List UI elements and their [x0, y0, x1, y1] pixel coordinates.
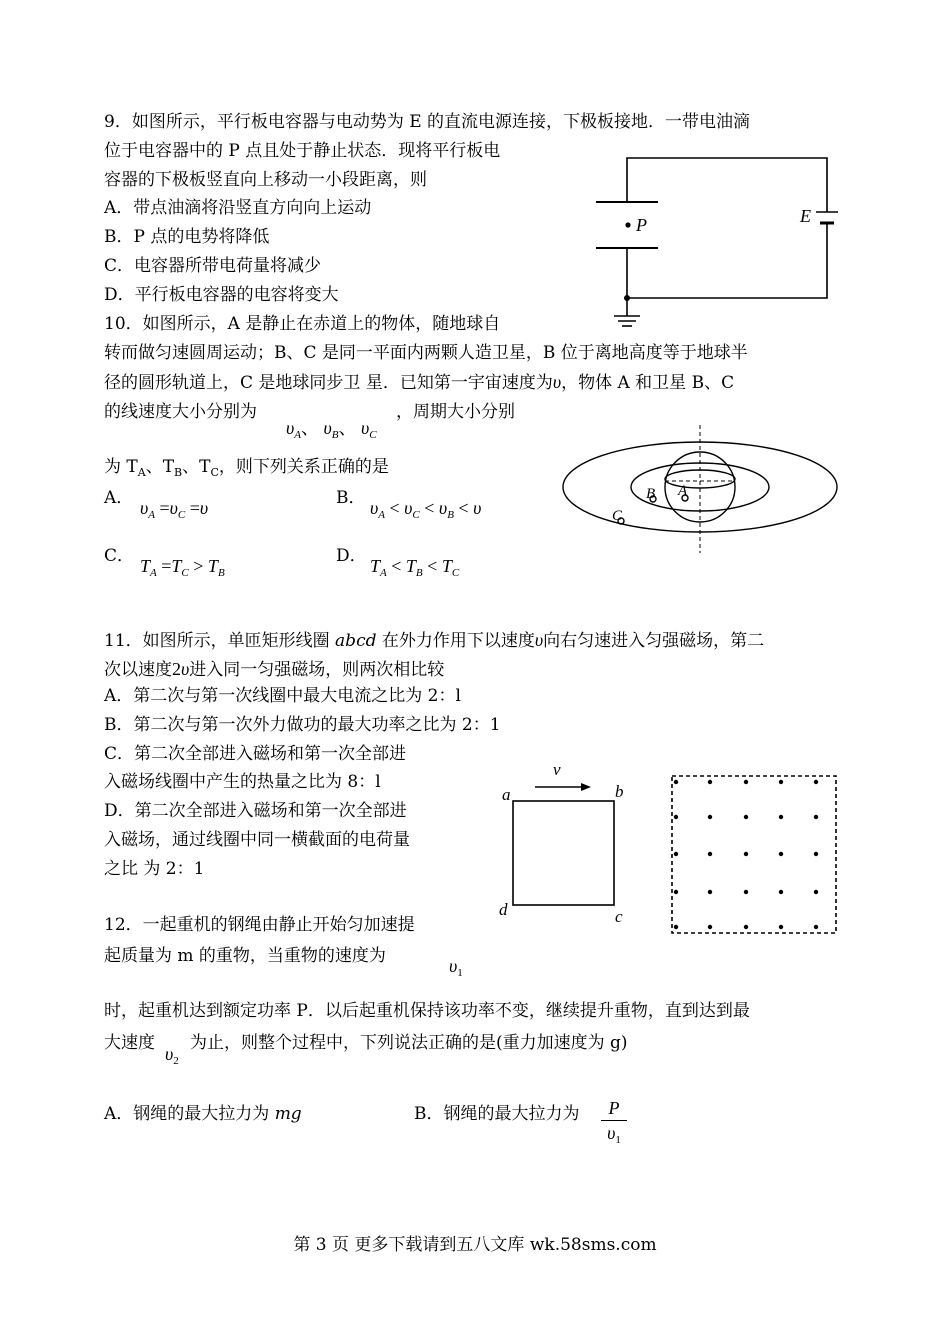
- q10-option-c-label: C．: [104, 546, 135, 566]
- label-d-corner: d: [499, 900, 508, 919]
- label-a: A: [678, 483, 688, 499]
- label-v: v: [553, 760, 561, 779]
- label-b-corner: b: [615, 782, 624, 801]
- field-dots: [674, 780, 818, 929]
- q12-option-b-fraction: [601, 1098, 627, 1150]
- satellite-orbit-figure: [560, 435, 850, 555]
- q12-option-a: A．钢绳的最大拉力为 mg: [104, 1104, 302, 1124]
- q11-option-d-2: 入磁场，通过线圈中同一横截面的电荷量: [104, 830, 410, 850]
- q10-option-d-label: D．: [336, 546, 367, 566]
- magnetic-field-figure: [668, 772, 840, 937]
- q12-option-b: B．钢绳的最大拉力为: [414, 1104, 580, 1124]
- q12-line4-head: 大速度: [104, 1033, 155, 1053]
- q12-line1: 12．一起重机的钢绳由静止开始匀加速提: [104, 915, 415, 935]
- q9-option-d: D．平行板电容器的电容将变大: [104, 285, 339, 305]
- q10-option-a-label: A．: [104, 488, 134, 508]
- q9-option-a: A．带点油滴将沿竖直方向向上运动: [104, 198, 372, 218]
- fraction-bar: [601, 1120, 627, 1121]
- label-b: B: [646, 486, 656, 502]
- q11-option-d-3: 之比 为 2：1: [104, 859, 205, 879]
- q11-option-c-2: 入磁场线圈中产生的热量之比为 8：l: [104, 772, 381, 792]
- q10-option-d-formula: $T_A < T_B < T_C$: [370, 556, 460, 579]
- q11-option-c-1: C．第二次全部进入磁场和第一次全部进: [104, 744, 407, 764]
- q12-line3: 时，起重机达到额定功率 P．以后起重机保持该功率不变，继续提升重物，直到达到最: [104, 1001, 750, 1021]
- label-e: E: [800, 206, 811, 226]
- q9-option-c: C．电容器所带电荷量将减少: [104, 256, 322, 276]
- q11-option-d-1: D．第二次全部进入磁场和第一次全部进: [104, 801, 407, 821]
- q12-v1: $\upsilon_1$: [449, 956, 463, 979]
- q11-option-b: B．第二次与第一次外力做功的最大功率之比为 2：1: [104, 715, 501, 735]
- q9-option-b: B．P 点的电势将降低: [104, 227, 270, 247]
- q10-option-c-formula: $T_A =T_C > T_B$: [140, 556, 225, 579]
- q10-velocities: $\upsilon_A$、 $\upsilon_B$、 $\upsilon_C$: [286, 418, 377, 441]
- q12-v2: $\upsilon_2$: [165, 1044, 179, 1067]
- q11-line2: 次以速度2υ进入同一匀强磁场，则两次相比较: [104, 659, 445, 680]
- coil-figure: [495, 755, 635, 930]
- q12-line2: 起质量为 m 的重物，当重物的速度为: [104, 946, 386, 966]
- label-c: C: [612, 508, 623, 524]
- fraction-numerator: P: [608, 1098, 620, 1118]
- q9-line3: 容器的下极板竖直向上移动一小段距离，则: [104, 170, 427, 190]
- page-footer: 第 3 页 更多下载请到五八文库 wk.58sms.com: [293, 1235, 657, 1255]
- label-a-corner: a: [502, 785, 511, 804]
- q11-option-a: A．第二次与第一次线圈中最大电流之比为 2：l: [104, 686, 461, 706]
- q9-line1: 9．如图所示，平行板电容器与电动势为 E 的直流电源连接，下极板接地．一带电油滴: [104, 112, 751, 132]
- q10-line3: 径的圆形轨道上，C 是地球同步卫 星．已知第一宇宙速度为υ，物体 A 和卫星 B、C: [104, 372, 735, 393]
- q9-line2: 位于电容器中的 P 点且处于静止状态．现将平行板电: [104, 141, 501, 161]
- q11-line1: 11．如图所示，单匝矩形线圈 abcd 在外力作用下以速度υ向右匀速进入匀强磁场，第二: [104, 630, 765, 651]
- fraction-denominator: $\upsilon_1$: [607, 1123, 621, 1146]
- q10-line4-tail: ，周期大小分别: [396, 402, 515, 422]
- q10-line2: 转而做匀速圆周运动；B、C 是同一平面内两颗人造卫星，B 位于离地高度等于地球半: [104, 343, 748, 363]
- capacitor-circuit-figure: [580, 150, 840, 335]
- q10-option-b-formula: $\upsilon_A < \upsilon_C < \upsilon_B < \upsilon$: [370, 498, 482, 521]
- label-c-corner: c: [615, 907, 623, 926]
- q10-option-a-formula: $\upsilon_A =\upsilon_C =\upsilon$: [140, 498, 209, 521]
- label-p: P: [636, 215, 647, 235]
- q10-line4: 的线速度大小分别为: [104, 402, 257, 422]
- q10-option-b-label: B．: [336, 488, 366, 508]
- q12-line4-tail: 为止，则整个过程中，下列说法正确的是(重力加速度为 g): [190, 1033, 628, 1053]
- q10-line1: 10．如图所示，A 是静止在赤道上的物体，随地球自: [104, 314, 501, 334]
- q10-line5: 为 $T_A$、$T_B$、$T_C$，则下列关系正确的是: [104, 457, 389, 479]
